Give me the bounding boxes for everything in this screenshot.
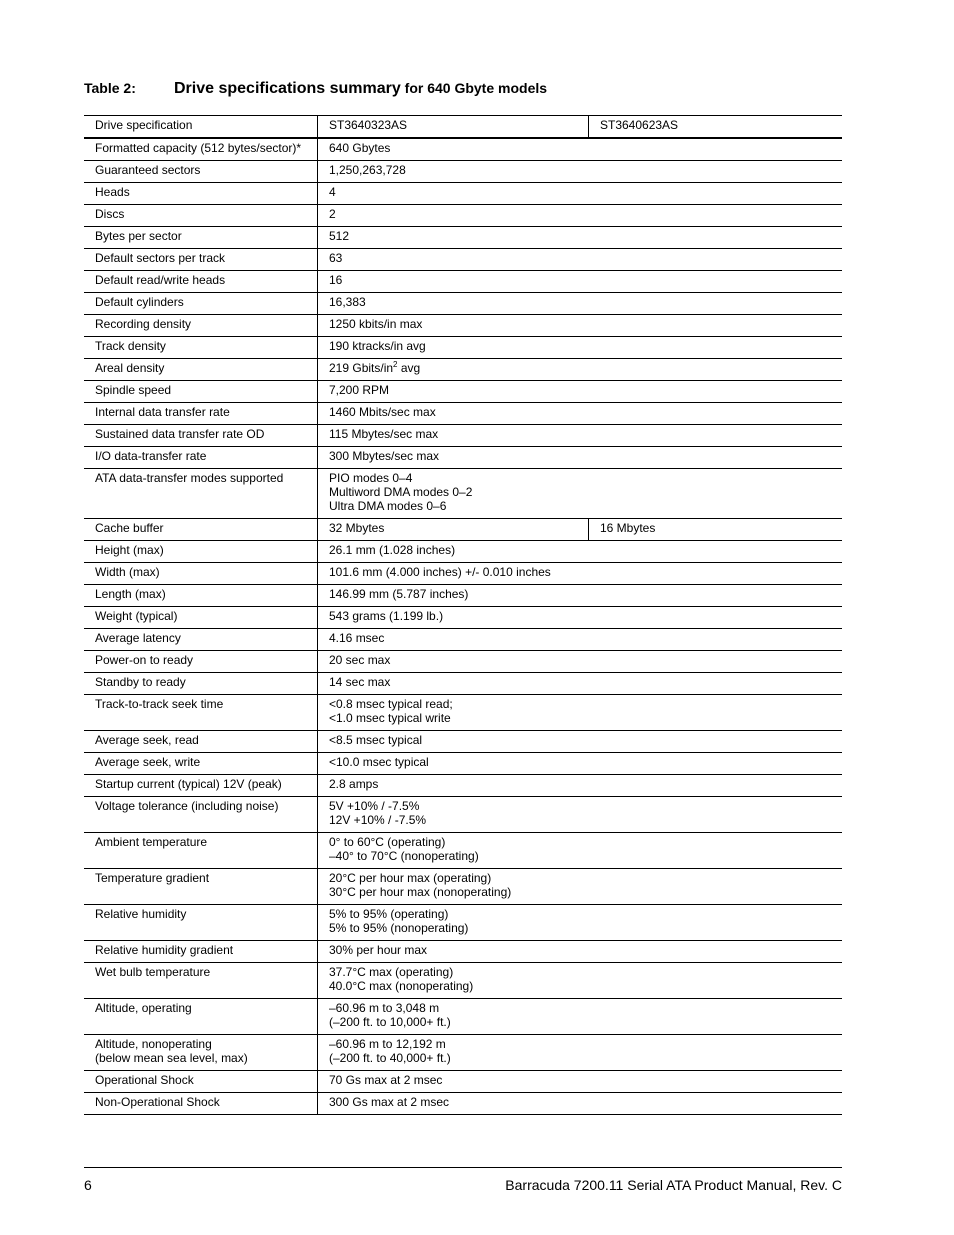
- spec-value: 16: [329, 273, 343, 287]
- spec-label-cell: [84, 293, 318, 315]
- spec-label: Operational Shock: [95, 1073, 194, 1087]
- spec-value: Ultra DMA modes 0–6: [329, 499, 447, 513]
- spec-value: 146.99 mm (5.787 inches): [329, 587, 469, 601]
- spec-label-cell: [84, 425, 318, 447]
- spec-value: 5V +10% / -7.5%: [329, 799, 420, 813]
- table-row: [84, 541, 842, 563]
- spec-label-cell: [84, 403, 318, 425]
- table-row: [84, 337, 842, 359]
- spec-label: Wet bulb temperature: [95, 965, 211, 979]
- spec-label: Spindle speed: [95, 383, 172, 397]
- spec-value: 2: [329, 207, 336, 221]
- spec-value-cell: [318, 315, 843, 337]
- spec-label: Cache buffer: [95, 521, 164, 535]
- spec-value: (–200 ft. to 10,000+ ft.): [329, 1015, 451, 1029]
- spec-value: –60.96 m to 3,048 m: [329, 1001, 440, 1015]
- spec-label-cell: [84, 695, 318, 731]
- spec-label-cell: [84, 563, 318, 585]
- spec-label-cell: [84, 541, 318, 563]
- spec-label-cell: [84, 447, 318, 469]
- spec-label-cell: [84, 731, 318, 753]
- spec-label-cell: [84, 315, 318, 337]
- drive-spec-table: [84, 115, 842, 1115]
- table-row: [84, 695, 842, 731]
- spec-value: [329, 361, 832, 375]
- spec-value-cell: [318, 833, 843, 869]
- spec-label: Average seek, write: [95, 755, 201, 769]
- spec-value-cell-model-2: [589, 519, 843, 541]
- spec-value-cell: [318, 905, 843, 941]
- table-row: [84, 138, 842, 161]
- spec-value: 1460 Mbits/sec max: [329, 405, 436, 419]
- table-row: [84, 315, 842, 337]
- spec-label-cell: [84, 381, 318, 403]
- table-row: [84, 607, 842, 629]
- spec-label: Height (max): [95, 543, 164, 557]
- table-title: Drive specifications summary: [174, 80, 401, 97]
- spec-label: Default sectors per track: [95, 251, 226, 265]
- spec-label: Heads: [95, 185, 130, 199]
- spec-value-cell: [318, 359, 843, 381]
- table-row: [84, 519, 842, 541]
- spec-label-cell: [84, 359, 318, 381]
- spec-label-cell: [84, 271, 318, 293]
- spec-label-cell: [84, 1035, 318, 1071]
- spec-label: Width (max): [95, 565, 160, 579]
- table-row: [84, 359, 842, 381]
- spec-value-cell: [318, 271, 843, 293]
- spec-label: Track density: [95, 339, 166, 353]
- table-row: [84, 447, 842, 469]
- spec-value: <10.0 msec typical: [329, 755, 429, 769]
- spec-label-cell: [84, 869, 318, 905]
- spec-value-cell: [318, 249, 843, 271]
- spec-value: 300 Mbytes/sec max: [329, 449, 440, 463]
- spec-label-cell: [84, 1093, 318, 1115]
- spec-value: 40.0°C max (nonoperating): [329, 979, 474, 993]
- spec-label-cell: [84, 1071, 318, 1093]
- table-row: [84, 227, 842, 249]
- spec-label-cell: [84, 519, 318, 541]
- spec-value: 16,383: [329, 295, 366, 309]
- spec-label-cell: [84, 249, 318, 271]
- spec-label: Internal data transfer rate: [95, 405, 230, 419]
- table-row: [84, 963, 842, 999]
- spec-label: Relative humidity gradient: [95, 943, 234, 957]
- spec-label: Default read/write heads: [95, 273, 226, 287]
- spec-label-cell: [84, 205, 318, 227]
- table-row: [84, 775, 842, 797]
- spec-label: Recording density: [95, 317, 192, 331]
- spec-label: Length (max): [95, 587, 166, 601]
- spec-label-cell: [84, 999, 318, 1035]
- spec-label: Weight (typical): [95, 609, 178, 623]
- spec-label-cell: [84, 183, 318, 205]
- spec-value-cell: [318, 381, 843, 403]
- spec-value-cell: [318, 519, 589, 541]
- spec-value: 115 Mbytes/sec max: [329, 427, 439, 441]
- table-row: [84, 941, 842, 963]
- spec-value: 63: [329, 251, 343, 265]
- spec-value-cell: [318, 999, 843, 1035]
- spec-value: 7,200 RPM: [329, 383, 390, 397]
- spec-value-cell: [318, 585, 843, 607]
- spec-value-cell: [318, 227, 843, 249]
- spec-value: 1,250,263,728: [329, 163, 406, 177]
- spec-value: 5% to 95% (operating): [329, 907, 449, 921]
- manual-title: Barracuda 7200.11 Serial ATA Product Manual, Rev. C: [505, 1177, 842, 1193]
- spec-value: 20 sec max: [329, 653, 391, 667]
- spec-value-cell: [318, 1093, 843, 1115]
- spec-value: 20°C per hour max (operating): [329, 871, 492, 885]
- spec-label: ATA data-transfer modes supported: [95, 471, 284, 485]
- table-row: [84, 797, 842, 833]
- spec-label: Guaranteed sectors: [95, 163, 201, 177]
- spec-value: 640 Gbytes: [329, 141, 391, 155]
- table-row: [84, 293, 842, 315]
- spec-label: Non-Operational Shock: [95, 1095, 220, 1109]
- spec-value: –60.96 m to 12,192 m: [329, 1037, 446, 1051]
- table-row: [84, 1035, 842, 1071]
- table-row: [84, 563, 842, 585]
- spec-value: 4: [329, 185, 336, 199]
- spec-label-cell: [84, 607, 318, 629]
- spec-value: 101.6 mm (4.000 inches) +/- 0.010 inches: [329, 565, 551, 579]
- spec-label: Formatted capacity (512 bytes/sector)*: [95, 141, 302, 155]
- spec-value-cell: [318, 161, 843, 183]
- spec-value-cell: [318, 403, 843, 425]
- table-row: [84, 425, 842, 447]
- spec-value-cell: [318, 337, 843, 359]
- spec-label: Track-to-track seek time: [95, 697, 224, 711]
- spec-label: (below mean sea level, max): [95, 1051, 248, 1065]
- superscript: 2: [393, 360, 398, 369]
- table-row: [84, 403, 842, 425]
- spec-table-body: [84, 116, 842, 1115]
- table-header-row: [84, 116, 842, 139]
- spec-value-cell: [318, 205, 843, 227]
- spec-value-cell: [318, 731, 843, 753]
- spec-value-suffix: avg: [397, 361, 421, 375]
- spec-label: Relative humidity: [95, 907, 187, 921]
- spec-value-cell: [318, 541, 843, 563]
- table-row: [84, 469, 842, 519]
- header-cell-model-2: ST3640623AS: [589, 116, 843, 139]
- spec-label-cell: [84, 651, 318, 673]
- spec-value-cell: [318, 607, 843, 629]
- spec-value: 300 Gs max at 2 msec: [329, 1095, 450, 1109]
- table-row: [84, 629, 842, 651]
- spec-label: Areal density: [95, 361, 165, 375]
- table-caption: [84, 80, 547, 98]
- spec-value: 1250 kbits/in max: [329, 317, 423, 331]
- spec-label-cell: [84, 905, 318, 941]
- spec-value-cell: [318, 651, 843, 673]
- table-row: [84, 1071, 842, 1093]
- spec-label: Startup current (typical) 12V (peak): [95, 777, 282, 791]
- spec-label-cell: [84, 963, 318, 999]
- spec-value-cell: [318, 563, 843, 585]
- spec-value: 16 Mbytes: [600, 521, 656, 535]
- spec-label: Voltage tolerance (including noise): [95, 799, 279, 813]
- table-subtitle-text: for 640 Gbyte models: [404, 80, 548, 96]
- table-row: [84, 205, 842, 227]
- spec-value: 543 grams (1.199 lb.): [329, 609, 444, 623]
- spec-label: I/O data-transfer rate: [95, 449, 207, 463]
- spec-value: 512: [329, 229, 350, 243]
- spec-value-cell: [318, 869, 843, 905]
- header-cell-spec: Drive specification: [84, 116, 318, 139]
- table-row: [84, 183, 842, 205]
- spec-label: Sustained data transfer rate OD: [95, 427, 265, 441]
- spec-label-cell: [84, 138, 318, 161]
- spec-value: 30°C per hour max (nonoperating): [329, 885, 512, 899]
- spec-value-cell: [318, 1071, 843, 1093]
- spec-label-cell: [84, 775, 318, 797]
- spec-label: Temperature gradient: [95, 871, 210, 885]
- header-cell-model-1: ST3640323AS: [318, 116, 589, 139]
- table-row: [84, 753, 842, 775]
- spec-value-cell: [318, 673, 843, 695]
- table-row: [84, 905, 842, 941]
- spec-value-cell: [318, 293, 843, 315]
- spec-value: 4.16 msec: [329, 631, 385, 645]
- footer-rule: [84, 1167, 842, 1168]
- spec-label: Average seek, read: [95, 733, 199, 747]
- table-row: [84, 833, 842, 869]
- spec-value-cell: [318, 469, 843, 519]
- table-row: [84, 731, 842, 753]
- table-row: [84, 999, 842, 1035]
- spec-value: 70 Gs max at 2 msec: [329, 1073, 443, 1087]
- spec-value: PIO modes 0–4: [329, 471, 413, 485]
- spec-label-cell: [84, 161, 318, 183]
- spec-label: Average latency: [95, 631, 181, 645]
- table-row: [84, 585, 842, 607]
- spec-value: <0.8 msec typical read;: [329, 697, 453, 711]
- spec-label-cell: [84, 797, 318, 833]
- spec-value: <1.0 msec typical write: [329, 711, 451, 725]
- spec-value: 14 sec max: [329, 675, 391, 689]
- spec-value-cell: [318, 963, 843, 999]
- spec-value-cell: [318, 183, 843, 205]
- spec-value: (–200 ft. to 40,000+ ft.): [329, 1051, 451, 1065]
- spec-value-cell: [318, 447, 843, 469]
- spec-value: Multiword DMA modes 0–2: [329, 485, 473, 499]
- table-row: [84, 673, 842, 695]
- spec-label-cell: [84, 337, 318, 359]
- spec-label: Altitude, nonoperating: [95, 1037, 212, 1051]
- spec-value: 26.1 mm (1.028 inches): [329, 543, 456, 557]
- spec-label: Discs: [95, 207, 125, 221]
- spec-label: Power-on to ready: [95, 653, 194, 667]
- spec-value-cell: [318, 1035, 843, 1071]
- spec-value-cell: [318, 941, 843, 963]
- spec-value: 12V +10% / -7.5%: [329, 813, 427, 827]
- spec-value: 32 Mbytes: [329, 521, 385, 535]
- spec-label-cell: [84, 673, 318, 695]
- spec-value: 190 ktracks/in avg: [329, 339, 426, 353]
- spec-value-cell: [318, 775, 843, 797]
- spec-value: –40° to 70°C (nonoperating): [329, 849, 479, 863]
- spec-label-cell: [84, 227, 318, 249]
- spec-value-cell: [318, 425, 843, 447]
- table-row: [84, 161, 842, 183]
- table-row: [84, 869, 842, 905]
- spec-label-cell: [84, 833, 318, 869]
- spec-value-cell: [318, 629, 843, 651]
- spec-label-cell: [84, 941, 318, 963]
- spec-label-cell: [84, 629, 318, 651]
- table-number: Table 2:: [84, 80, 136, 96]
- spec-label: Default cylinders: [95, 295, 184, 309]
- spec-label-cell: [84, 585, 318, 607]
- spec-value-cell: [318, 695, 843, 731]
- spec-label: Ambient temperature: [95, 835, 208, 849]
- spec-value-cell: [318, 753, 843, 775]
- table-row: [84, 1093, 842, 1115]
- spec-label-cell: [84, 753, 318, 775]
- page-number: 6: [84, 1177, 92, 1193]
- spec-value: 0° to 60°C (operating): [329, 835, 446, 849]
- table-row: [84, 651, 842, 673]
- table-row: [84, 381, 842, 403]
- table-row: [84, 249, 842, 271]
- spec-value-cell: [318, 138, 843, 161]
- spec-label: Standby to ready: [95, 675, 186, 689]
- spec-value-cell: [318, 797, 843, 833]
- spec-value: 37.7°C max (operating): [329, 965, 454, 979]
- spec-value: 2.8 amps: [329, 777, 379, 791]
- table-subtitle: [401, 80, 547, 96]
- spec-value: 30% per hour max: [329, 943, 428, 957]
- spec-label-cell: [84, 469, 318, 519]
- table-row: [84, 271, 842, 293]
- spec-value: 5% to 95% (nonoperating): [329, 921, 469, 935]
- spec-label: Bytes per sector: [95, 229, 182, 243]
- spec-label: Altitude, operating: [95, 1001, 192, 1015]
- spec-value: <8.5 msec typical: [329, 733, 423, 747]
- spec-value-text: 219 Gbits/in: [329, 361, 394, 375]
